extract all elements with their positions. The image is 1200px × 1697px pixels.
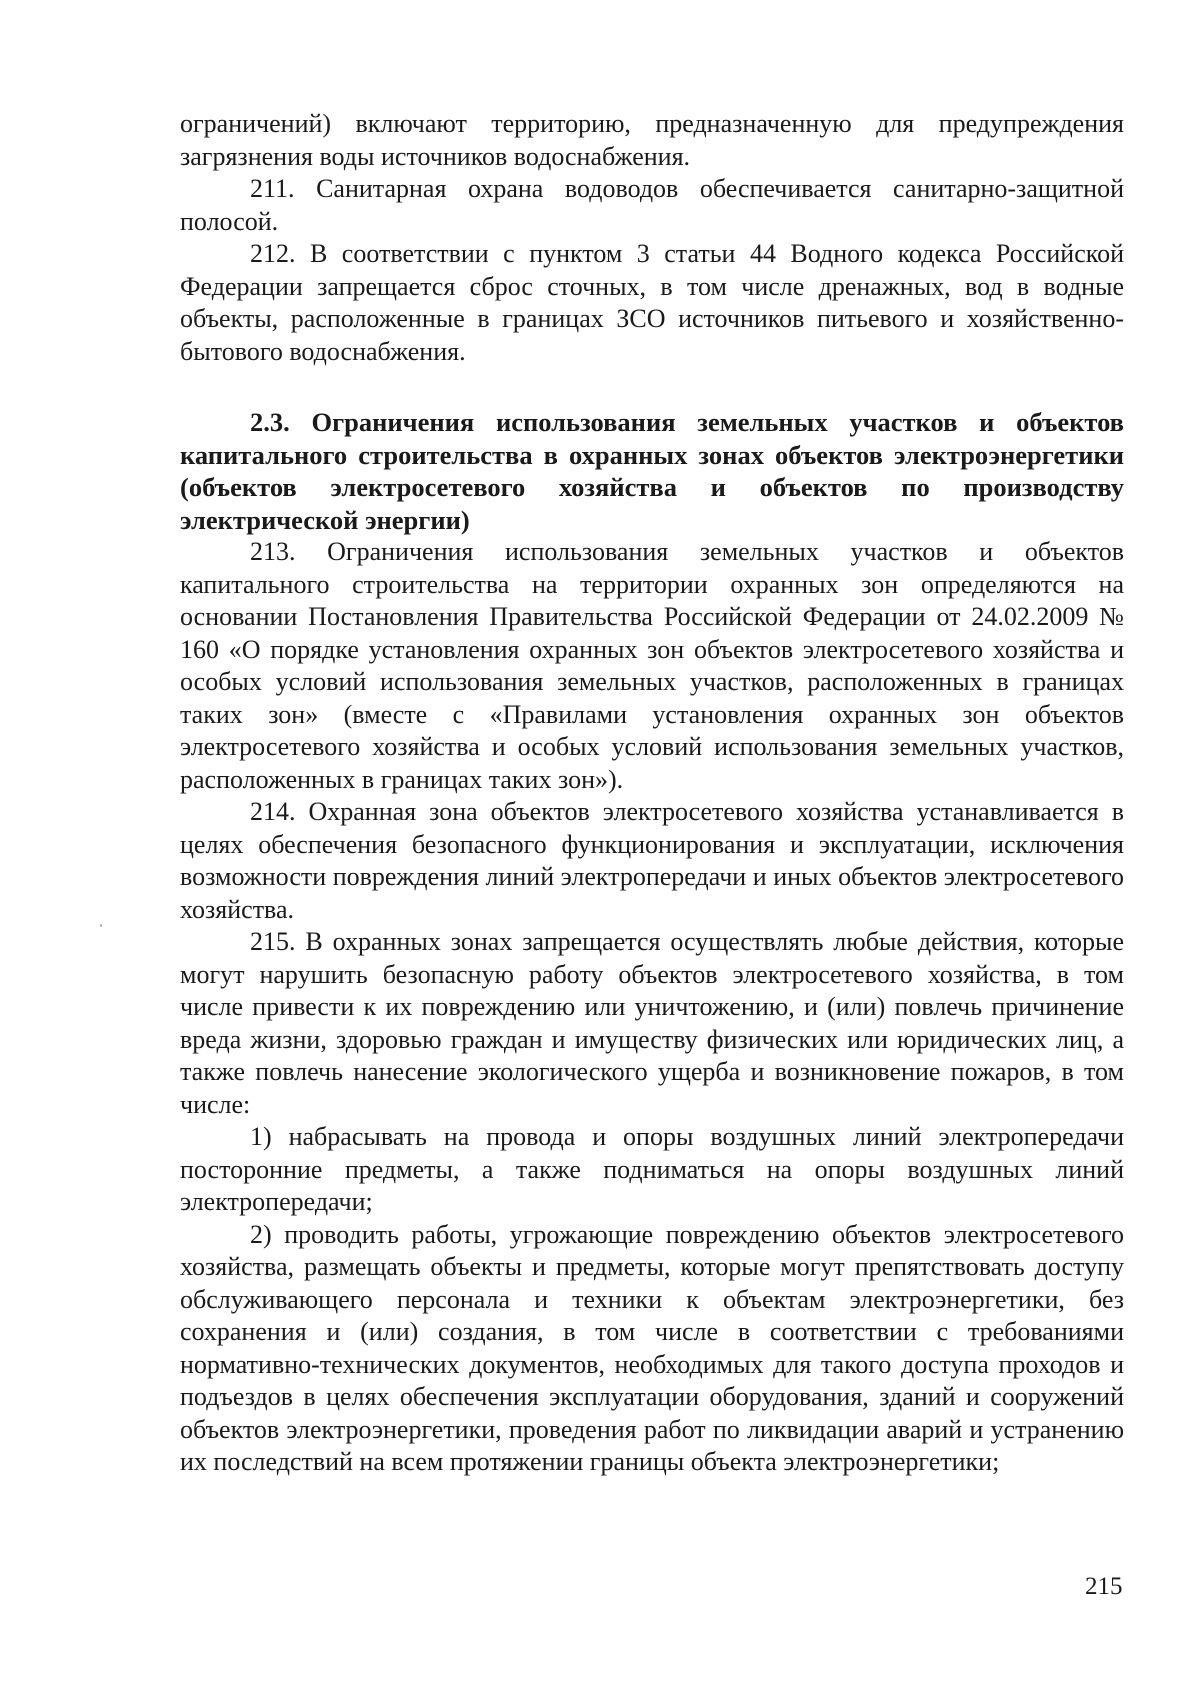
paragraph-214: 214. Охранная зона объектов электросетевого хозяйства устанавливается в целях обеспечения безопасного функционирования и эксплуатации, исключения возможности повреждения линий электропередачи и иных объектов электросетевого хозяйства. bbox=[180, 797, 1124, 924]
page-number: 215 bbox=[1085, 1573, 1123, 1600]
paragraph-211: 211. Санитарная охрана водоводов обеспечивается санитарно-защитной полосой. bbox=[180, 174, 1124, 236]
page-body bbox=[180, 108, 1124, 1479]
list-item-2: 2) проводить работы, угрожающие повреждению объектов электросетевого хозяйства, размещать объекты и предметы, которые могут препятствовать доступу обслуживающего персонала и техники к объектам электроэнергетики, без сохранения и (или) создания, в том числе в соответствии с требованиями нормативно-технических документов, необходимых для такого доступа проходов и подъездов в целях обеспечения эксплуатации оборудования, зданий и сооружений объектов электроэнергетики, проведения работ по ликвидации аварий и устранению их последствий на всем протяжении границы объекта электроэнергетики; bbox=[180, 1219, 1124, 1476]
paragraph-212: 212. В соответствии с пунктом 3 статьи 44 Водного кодекса Российской Федерации запрещается сброс сточных, в том числе дренажных, вод в водные объекты, расположенные в границах ЗСО источников питьевого и хозяйственно-бытового водоснабжения. bbox=[180, 239, 1124, 366]
section-heading-2-3: 2.3. Ограничения использования земельных участков и объектов капитального строительства в охранных зонах объектов электроэнергетики (объектов электросетевого хозяйства и объектов по производству электрической энергии) bbox=[180, 407, 1124, 535]
scan-speck bbox=[100, 924, 102, 927]
paragraph-continuation: ограничений) включают территорию, предназначенную для предупреждения загрязнения воды источников водоснабжения. bbox=[180, 109, 1124, 171]
paragraph-215: 215. В охранных зонах запрещается осуществлять любые действия, которые могут нарушить безопасную работу объектов электросетевого хозяйства, в том числе привести к их повреждению или уничтожению, и (или) повлечь причинение вреда жизни, здоровью граждан и имуществу физических или юридических лиц, а также повлечь нанесение экологического ущерба и возникновение пожаров, в том числе: bbox=[180, 927, 1124, 1119]
list-item-1: 1) набрасывать на провода и опоры воздушных линий электропередачи посторонние предметы, а также подниматься на опоры воздушных линий электропередачи; bbox=[180, 1122, 1124, 1216]
paragraph-213: 213. Ограничения использования земельных участков и объектов капитального строительства на территории охранных зон определяются на основании Постановления Правительства Российской Федерации от 24.02.2009 № 160 «О порядке установления охранных зон объектов электросетевого хозяйства и особых условий использования земельных участков, расположенных в границах таких зон» (вместе с «Правилами установления охранных зон объектов электросетевого хозяйства и особых условий использования земельных участков, расположенных в границах таких зон»). bbox=[180, 537, 1124, 794]
